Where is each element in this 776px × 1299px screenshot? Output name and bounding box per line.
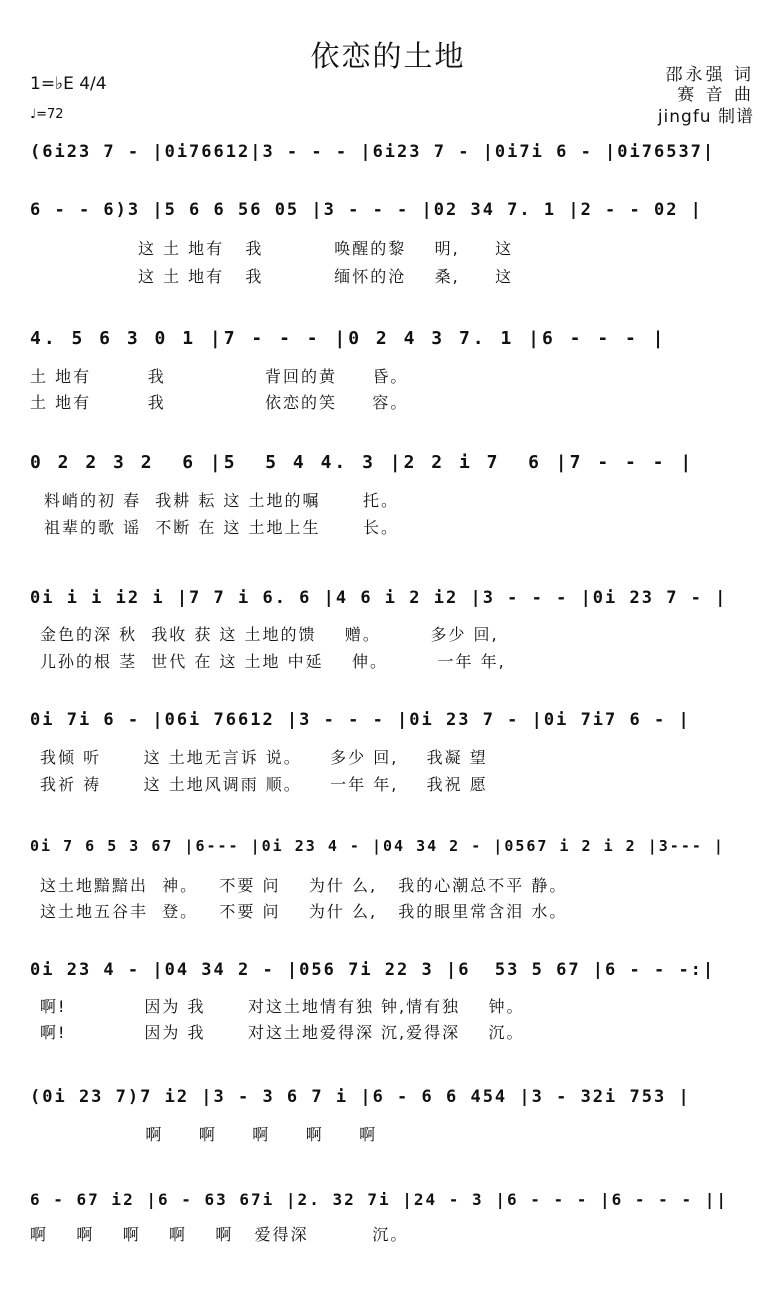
song-title: 依恋的土地 bbox=[310, 39, 466, 73]
tempo-marking: ♩=72 bbox=[30, 107, 64, 122]
numbered-notes: 0i 7i 6 - |06i 76612 |3 - - - |0i 23 7 - |0i 7i7 6 - | bbox=[30, 710, 691, 730]
numbered-notes: 6 - - 6)3 |5 6 6 56 05 |3 - - - |02 34 7. 1 |2 - - 02 | bbox=[30, 200, 703, 220]
music-line bbox=[30, 827, 750, 871]
numbered-notes: 0 2 2 3 2 6 |5 5 4 4. 3 |2 2 i 7 6 |7 - - - | bbox=[30, 452, 695, 473]
music-line bbox=[30, 1077, 750, 1121]
key-signature: 1=♭E 4/4 bbox=[30, 74, 107, 94]
music-line bbox=[30, 190, 750, 234]
music-line bbox=[30, 1180, 750, 1224]
numbered-notes: (0i 23 7)7 i2 |3 - 3 6 7 i |6 - 6 6 454 |3 - 32i 753 | bbox=[30, 1087, 691, 1107]
numbered-notes: (6i23 7 - |0i76612|3 - - - |6i23 7 - |0i7i 6 - |0i76537| bbox=[30, 142, 716, 162]
lyric-verse-2: 土 地有 我 依恋的笑 容。 bbox=[30, 393, 409, 412]
numbered-notes: 0i 7 6 5 3 67 |6--- |0i 23 4 - |04 34 2 - |0567 i 2 i 2 |3--- | bbox=[30, 837, 725, 855]
lyric-verse-1: 这土地黯黯出 神。 不要 问 为什 么, 我的心潮总不平 静。 bbox=[40, 876, 568, 895]
music-line bbox=[30, 442, 750, 486]
music-line bbox=[30, 132, 750, 176]
lyric-verse-1: 啊 啊 啊 啊 啊 bbox=[110, 1125, 378, 1144]
arranger-credit: jingfu 制谱 bbox=[657, 107, 754, 127]
music-line bbox=[30, 700, 750, 744]
lyric-verse-1: 我倾 听 这 土地无言诉 说。 多少 回, 我凝 望 bbox=[40, 748, 488, 767]
lyric-verse-2: 我祈 祷 这 土地风调雨 顺。 一年 年, 我祝 愿 bbox=[40, 775, 488, 794]
music-line bbox=[30, 578, 750, 622]
lyric-verse-1: 啊 啊 啊 啊 啊 爱得深 沉。 bbox=[30, 1225, 409, 1244]
numbered-notes: 0i 23 4 - |04 34 2 - |056 7i 22 3 |6 53 5 67 |6 - - -:| bbox=[30, 960, 716, 980]
lyric-verse-1: 金色的深 秋 我收 获 这 土地的馈 赠。 多少 回, bbox=[40, 625, 499, 644]
lyric-verse-2: 祖辈的歌 谣 不断 在 这 土地上生 长。 bbox=[44, 518, 400, 537]
lyric-verse-1: 啊! 因为 我 对这土地情有独 钟,情有独 钟。 bbox=[40, 997, 525, 1016]
lyric-verse-1: 土 地有 我 背回的黄 昏。 bbox=[30, 367, 409, 386]
lyric-verse-2: 这土地五谷丰 登。 不要 问 为什 么, 我的眼里常含泪 水。 bbox=[40, 902, 568, 921]
lyric-verse-1: 这 土 地有 我 唤醒的黎 明, 这 bbox=[138, 239, 514, 258]
music-line bbox=[30, 950, 750, 994]
music-line bbox=[30, 318, 750, 362]
numbered-notes: 6 - 67 i2 |6 - 63 67i |2. 32 7i |24 - 3 |6 - - - |6 - - - || bbox=[30, 1190, 728, 1209]
lyric-verse-2: 这 土 地有 我 缅怀的沧 桑, 这 bbox=[138, 267, 514, 286]
lyric-verse-1: 料峭的初 春 我耕 耘 这 土地的嘱 托。 bbox=[44, 491, 400, 510]
lyric-verse-2: 啊! 因为 我 对这土地爱得深 沉,爱得深 沉。 bbox=[40, 1023, 525, 1042]
lyricist-credit: 邵永强 词 bbox=[665, 65, 754, 85]
numbered-notes: 4. 5 6 3 0 1 |7 - - - |0 2 4 3 7. 1 |6 - - - | bbox=[30, 328, 667, 349]
composer-credit: 赛 音 曲 bbox=[677, 85, 754, 105]
lyric-verse-2: 儿孙的根 茎 世代 在 这 土地 中延 伸。 一年 年, bbox=[40, 652, 506, 671]
numbered-notes: 0i i i i2 i |7 7 i 6. 6 |4 6 i 2 i2 |3 - - - |0i 23 7 - | bbox=[30, 588, 728, 608]
